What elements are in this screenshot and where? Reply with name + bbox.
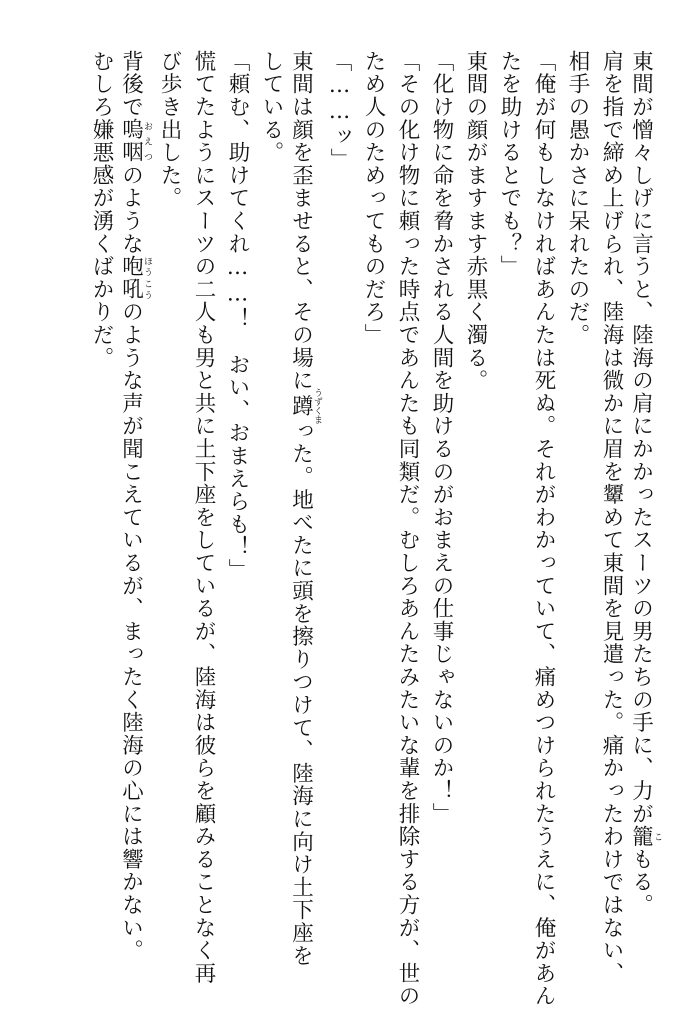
line-8-text: 「その化け物に頼った時点であんたも同類だ。むしろあんたみたいな輩を排除する方が、世の (395, 50, 420, 1008)
ruby-komoru-base: 籠 (628, 825, 654, 849)
text-line-17 (84, 50, 118, 1010)
text-line-6 (458, 50, 492, 1010)
line-2-text: 肩を指で締め上げられ、陸海は微かに眉を顰めて東間を見遣った。痛かったわけではない、 (599, 50, 624, 985)
text-line-13 (220, 50, 254, 1010)
text-line-12 (254, 50, 288, 1010)
line-9-text: ため人のためってものだろ」 (361, 50, 386, 347)
ruby-uzukuma (288, 388, 322, 424)
line-13-text: 「頼む、助けてくれ……！ おい、おまえらも！」 (225, 50, 250, 582)
line-11-text: 東間は顔を歪ませると、その場に (288, 50, 314, 392)
line-11-tail: った。地べたに頭を擦りつけて、陸海に向け土下座を (288, 420, 314, 968)
line-17-text: むしろ嫌悪感が湧くばかりだ。 (89, 50, 114, 370)
text-line-14 (186, 50, 220, 1010)
text-line-16 (118, 50, 152, 1010)
text-line-8 (390, 50, 424, 1010)
text-line-5 (492, 50, 526, 1010)
text-line-4 (526, 50, 560, 1010)
text-line-9 (356, 50, 390, 1010)
line-10-text: 「……ッ」 (327, 50, 352, 171)
line-4-text: 「俺が何もしなければあんたは死ぬ。それがわかっていて、痛めつけられたうえに、俺があん (531, 50, 556, 1008)
line-5-text: たを助けるとでも？」 (497, 50, 522, 278)
vertical-text-block (84, 50, 662, 1010)
line-3-text: 相手の愚かさに呆れたのだ。 (565, 50, 590, 347)
line-14-text: 慌てたようにスーツの二人も男と共に土下座をしているが、陸海は彼らを顧みることなく再 (191, 50, 216, 985)
ruby-oetsu (118, 118, 152, 165)
text-line-7 (424, 50, 458, 1010)
line-16-mid: のような (118, 164, 144, 256)
line-7-text: 「化け物に命を脅かされる人間を助けるのがおまえの仕事じゃないのか！」 (429, 50, 454, 826)
ruby-houkou-reading: ほうこう (142, 255, 152, 301)
text-line-3 (560, 50, 594, 1010)
line-16-text: 背後で (118, 50, 144, 119)
ruby-uzukuma-base: 蹲 (288, 388, 314, 424)
ruby-houkou (118, 255, 152, 301)
line-16-tail: のような声が聞こえているが、まったく陸海の心には響かない。 (118, 300, 144, 963)
ruby-uzukuma-reading: うずくま (312, 388, 322, 424)
line-12-text: している。 (259, 50, 284, 164)
text-line-10 (322, 50, 356, 1010)
line-1-tail: もる。 (628, 848, 654, 917)
text-line-11 (288, 50, 322, 1010)
ruby-oetsu-reading: おえつ (142, 118, 152, 164)
ruby-oetsu-base: 嗚咽 (118, 118, 144, 165)
line-1-text: 東間が憎々しげに言うと、陸海の肩にかかったスーツの男たちの手に、力が (628, 50, 654, 826)
line-15-text: び歩き出した。 (157, 50, 182, 210)
ruby-komoru-reading: こ (652, 825, 662, 849)
line-6-text: 東間の顔がますます赤黒く濁る。 (463, 50, 488, 392)
text-line-2 (594, 50, 628, 1010)
ruby-komoru (628, 825, 662, 849)
ruby-houkou-base: 咆吼 (118, 255, 144, 301)
text-line-15 (152, 50, 186, 1010)
text-line-1 (628, 50, 662, 1010)
